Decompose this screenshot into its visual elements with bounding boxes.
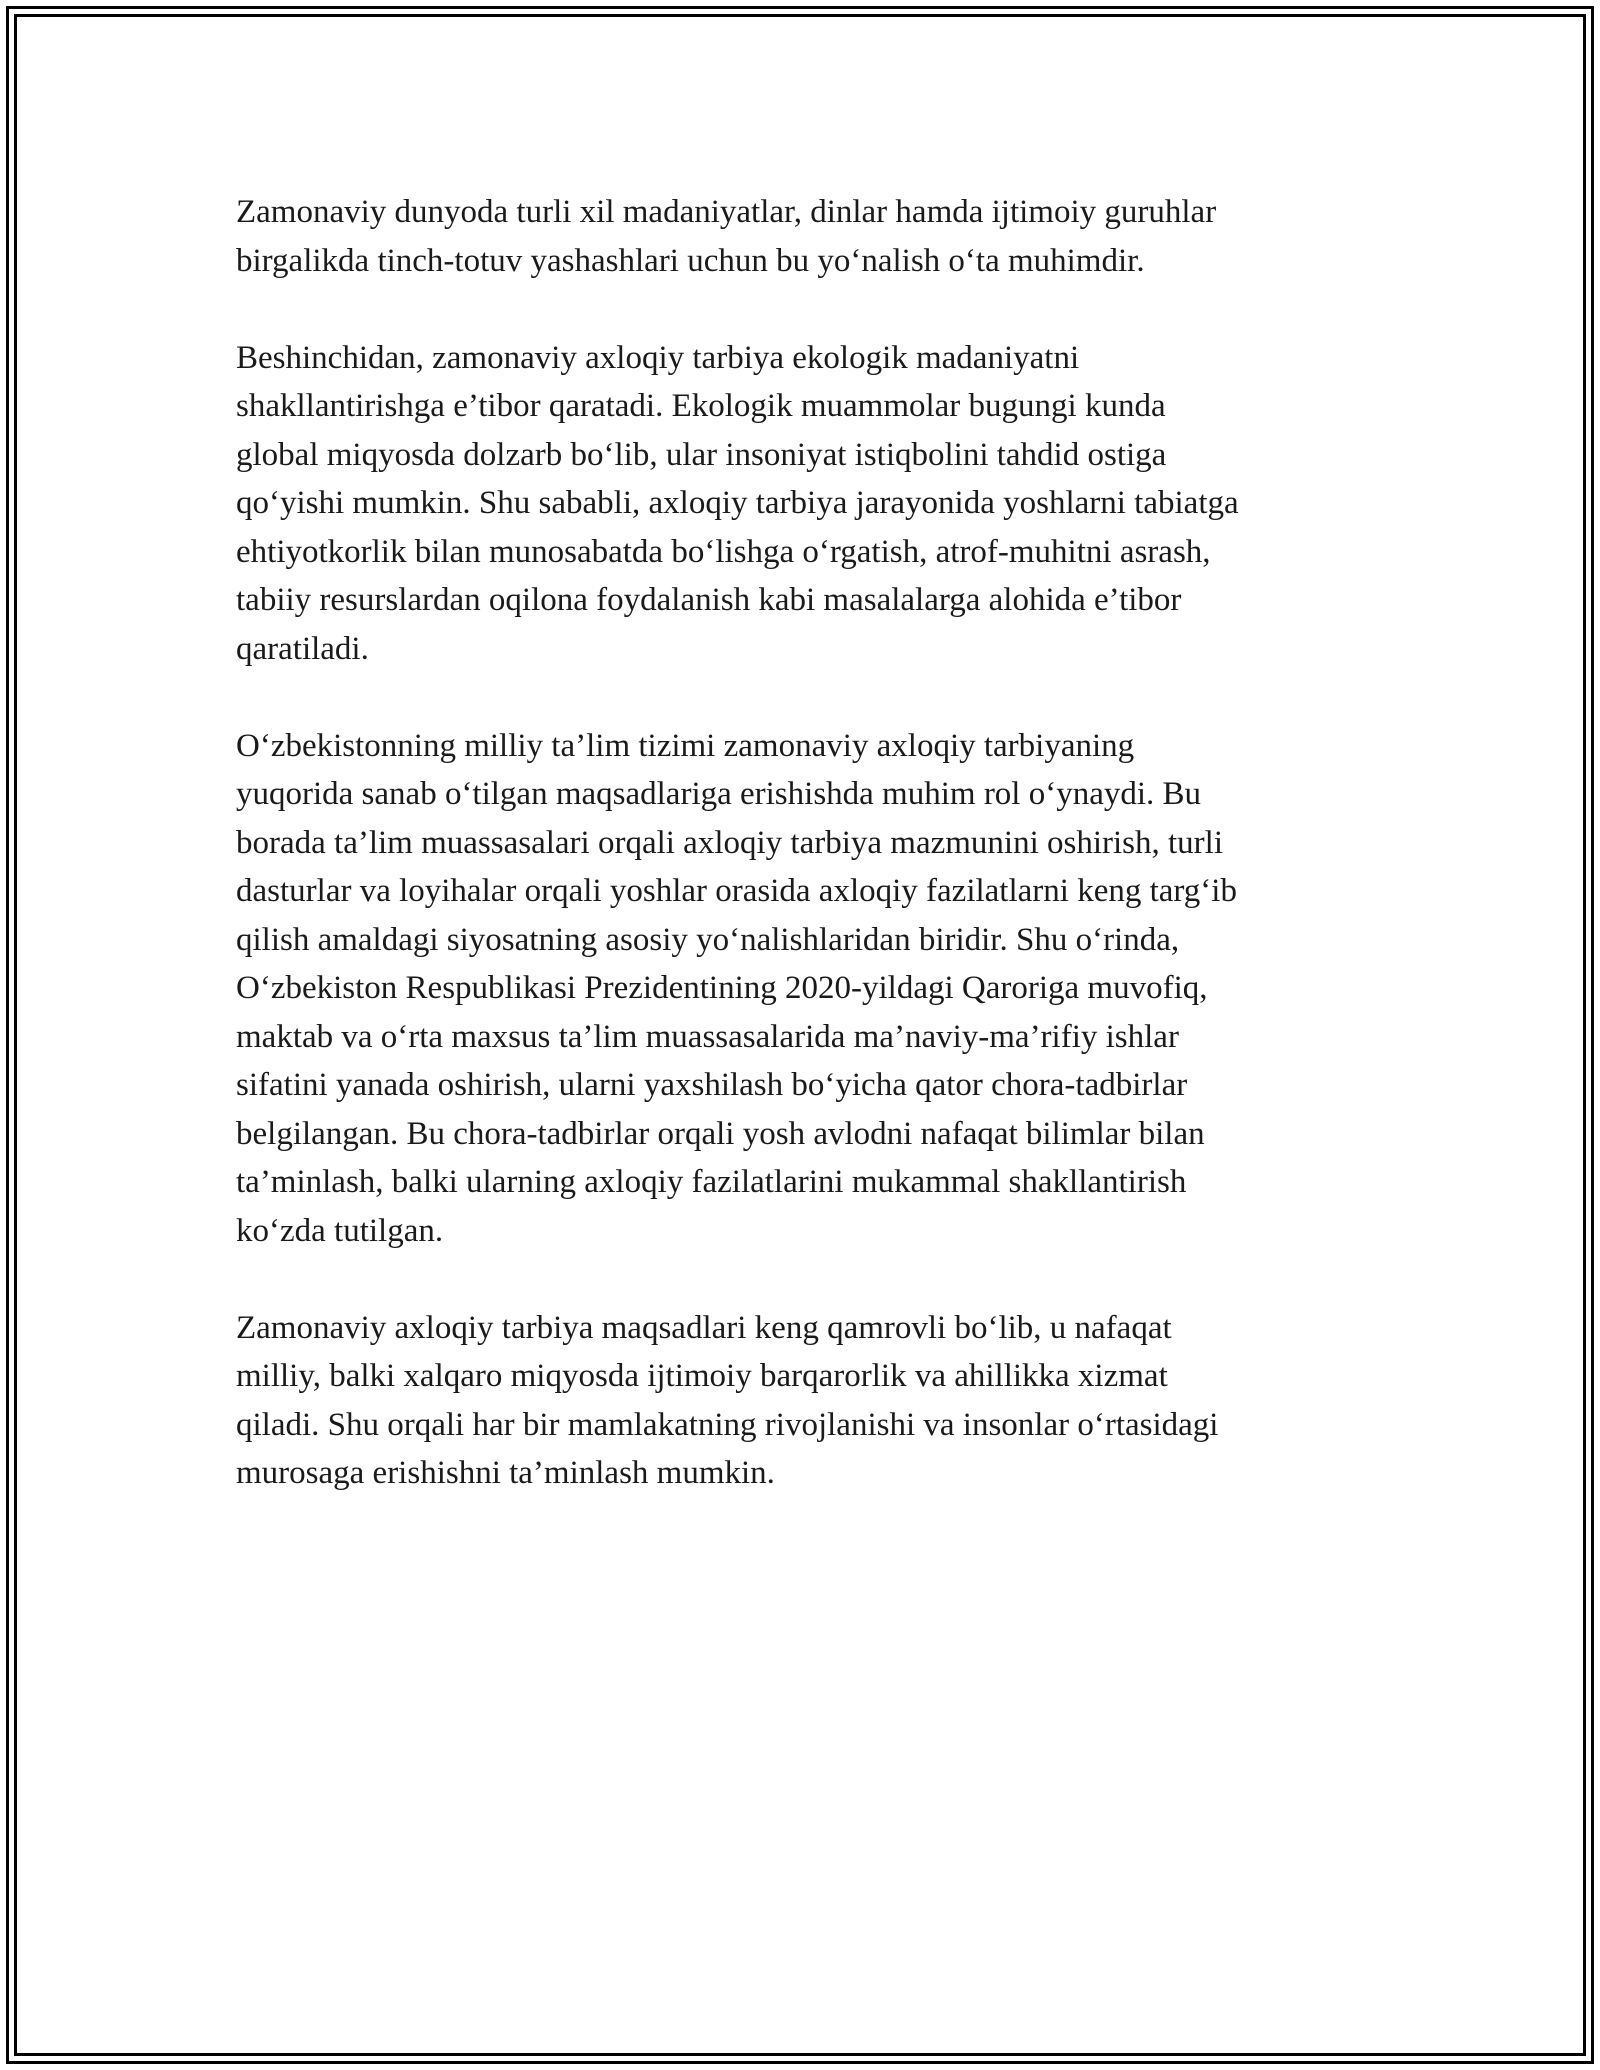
paragraph-1: Zamonaviy dunyoda turli xil madaniyatlar, dinlar hamda ijtimoiy guruhlar birgalikda tinch-totuv yashashlari uchun bu yo‘nalish o‘ta muhimdir. <box>236 194 1217 279</box>
paragraph-3: O‘zbekistonning milliy ta’lim tizimi zamonaviy axloqiy tarbiyaning yuqorida sanab o‘tilgan maqsadlariga erishishda muhim rol o‘ynaydi. Bu borada ta’lim muassasalari orqali axloqiy tarbiya mazmunini oshirish, turli dasturlar va loyihalar orqali yoshlar orasida axloqiy fazilatlarni keng targ‘ib qilish amaldagi siyosatning asosiy yo‘nalishlaridan biridir. Shu o‘rinda, O‘zbekiston Respublikasi Prezidentining 2020-yildagi Qaroriga muvofiq, maktab va o‘rta maxsus ta’lim muassasalarida ma’naviy-ma’rifiy ishlar sifatini yanada oshirish, ularni yaxshilash bo‘yicha qator chora-tadbirlar belgilangan. Bu chora-tadbirlar orqali yosh avlodni nafaqat bilimlar bilan ta’minlash, balki ularning axloqiy fazilatlarini mukammal shakllantirish ko‘zda tutilgan. <box>236 727 1237 1249</box>
paragraph-2: Beshinchidan, zamonaviy axloqiy tarbiya ekologik madaniyatni shakllantirishga e’tibor qaratadi. Ekologik muammolar bugungi kunda global miqyosda dolzarb bo‘lib, ular insoniyat istiqbolini tahdid ostiga qo‘yishi mumkin. Shu sababli, axloqiy tarbiya jarayonida yoshlarni tabiatga ehtiyotkorlik bilan munosabatda bo‘lishga o‘rgatish, atrof-muhitni asrash, tabiiy resurslardan oqilona foydalanish kabi masalalarga alohida e’tibor qaratiladi. <box>236 339 1239 667</box>
paragraph-4: Zamonaviy axloqiy tarbiya maqsadlari keng qamrovli bo‘lib, u nafaqat milliy, balki xalqaro miqyosda ijtimoiy barqarorlik va ahillikka xizmat qiladi. Shu orqali har bir mamlakatning rivojlanishi va insonlar o‘rtasidagi murosaga erishishni ta’minlash mumkin. <box>236 1309 1219 1491</box>
document-body <box>236 188 1356 1546</box>
